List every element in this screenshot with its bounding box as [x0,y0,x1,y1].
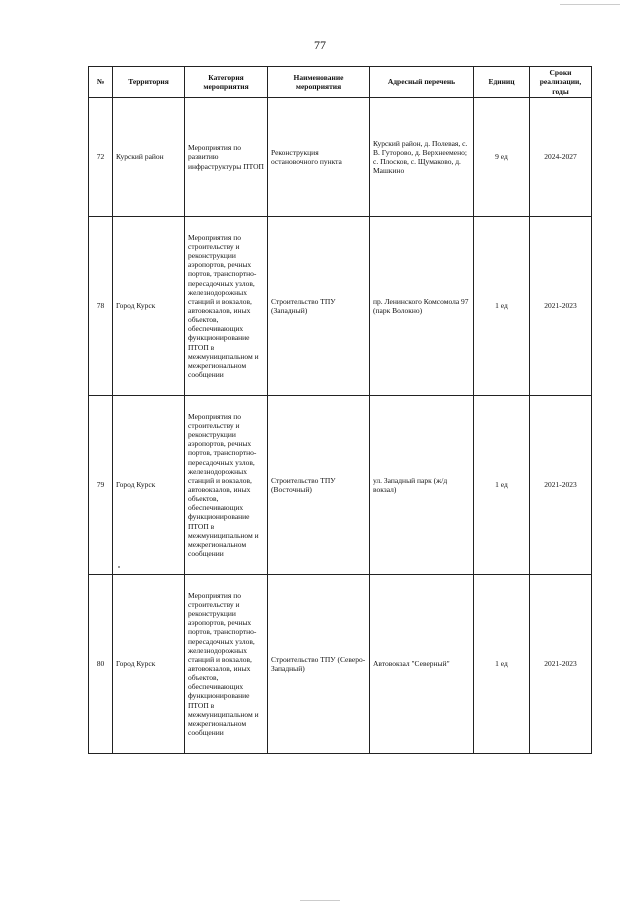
page-number: 77 [314,38,326,52]
header-num: № [89,67,113,98]
scan-speck [118,566,120,568]
row-address: Курский район, д. Полевая, с. В. Гуторово, д. Верхнеемено; с. Плосков, с. Щумаково, д. Машкино [370,98,474,217]
row-category: Мероприятия по строительству и реконструкции аэропортов, речных портов, транспортно-пересадочных узлов, железнодорожных станций и вокзалов, автовокзалов, иных объектов, обеспечивающих функционирование ПТОП в межмуниципальном и межрегиональном сообщении [185,575,268,754]
row-measure-name: Строительство ТПУ (Северо-Западный) [268,575,370,754]
row-number: 80 [89,575,113,754]
row-units: 1 ед [474,575,530,754]
row-measure-name: Строительство ТПУ (Восточный) [268,396,370,575]
table-row [89,396,592,575]
row-territory: Город Курск [113,575,185,754]
header-territory: Территория [113,67,185,98]
header-category: Категория мероприятия [185,67,268,98]
row-dates: 2021-2023 [530,575,592,754]
table-row [89,575,592,754]
header-name: Наименование мероприятия [268,67,370,98]
row-number: 72 [89,98,113,217]
row-address: пр. Ленинского Комсомола 97 (парк Волокно) [370,217,474,396]
row-number: 79 [89,396,113,575]
row-category: Мероприятия по строительству и реконструкции аэропортов, речных портов, транспортно-пересадочных узлов, железнодорожных станций и вокзалов, автовокзалов, иных объектов, обеспечивающих функционирование ПТОП в межмуниципальном и межрегиональном сообщении [185,217,268,396]
header-address: Адресный перечень [370,67,474,98]
row-measure-name: Реконструкция остановочного пункта [268,98,370,217]
header-row [89,67,592,98]
row-territory: Город Курск [113,396,185,575]
row-category: Мероприятия по развитию инфраструктуры ПТОП [185,98,268,217]
table-row [89,98,592,217]
table-row [89,217,592,396]
row-territory: Курский район [113,98,185,217]
row-category: Мероприятия по строительству и реконструкции аэропортов, речных портов, транспортно-пересадочных узлов, железнодорожных станций и вокзалов, автовокзалов, иных объектов, обеспечивающих функционирование ПТОП в межмуниципальном и межрегиональном сообщении [185,396,268,575]
row-units: 1 ед [474,217,530,396]
header-units: Единиц [474,67,530,98]
row-dates: 2021-2023 [530,217,592,396]
scan-speck [560,4,620,5]
scan-speck [300,900,340,901]
row-address: ул. Западный парк (ж/д вокзал) [370,396,474,575]
row-address: Автовокзал "Северный" [370,575,474,754]
row-dates: 2024-2027 [530,98,592,217]
row-dates: 2021-2023 [530,396,592,575]
measures-table [88,66,592,754]
row-measure-name: Строительство ТПУ (Западный) [268,217,370,396]
row-units: 1 ед [474,396,530,575]
row-territory: Город Курск [113,217,185,396]
row-units: 9 ед [474,98,530,217]
row-number: 78 [89,217,113,396]
header-dates: Сроки реализации, годы [530,67,592,98]
